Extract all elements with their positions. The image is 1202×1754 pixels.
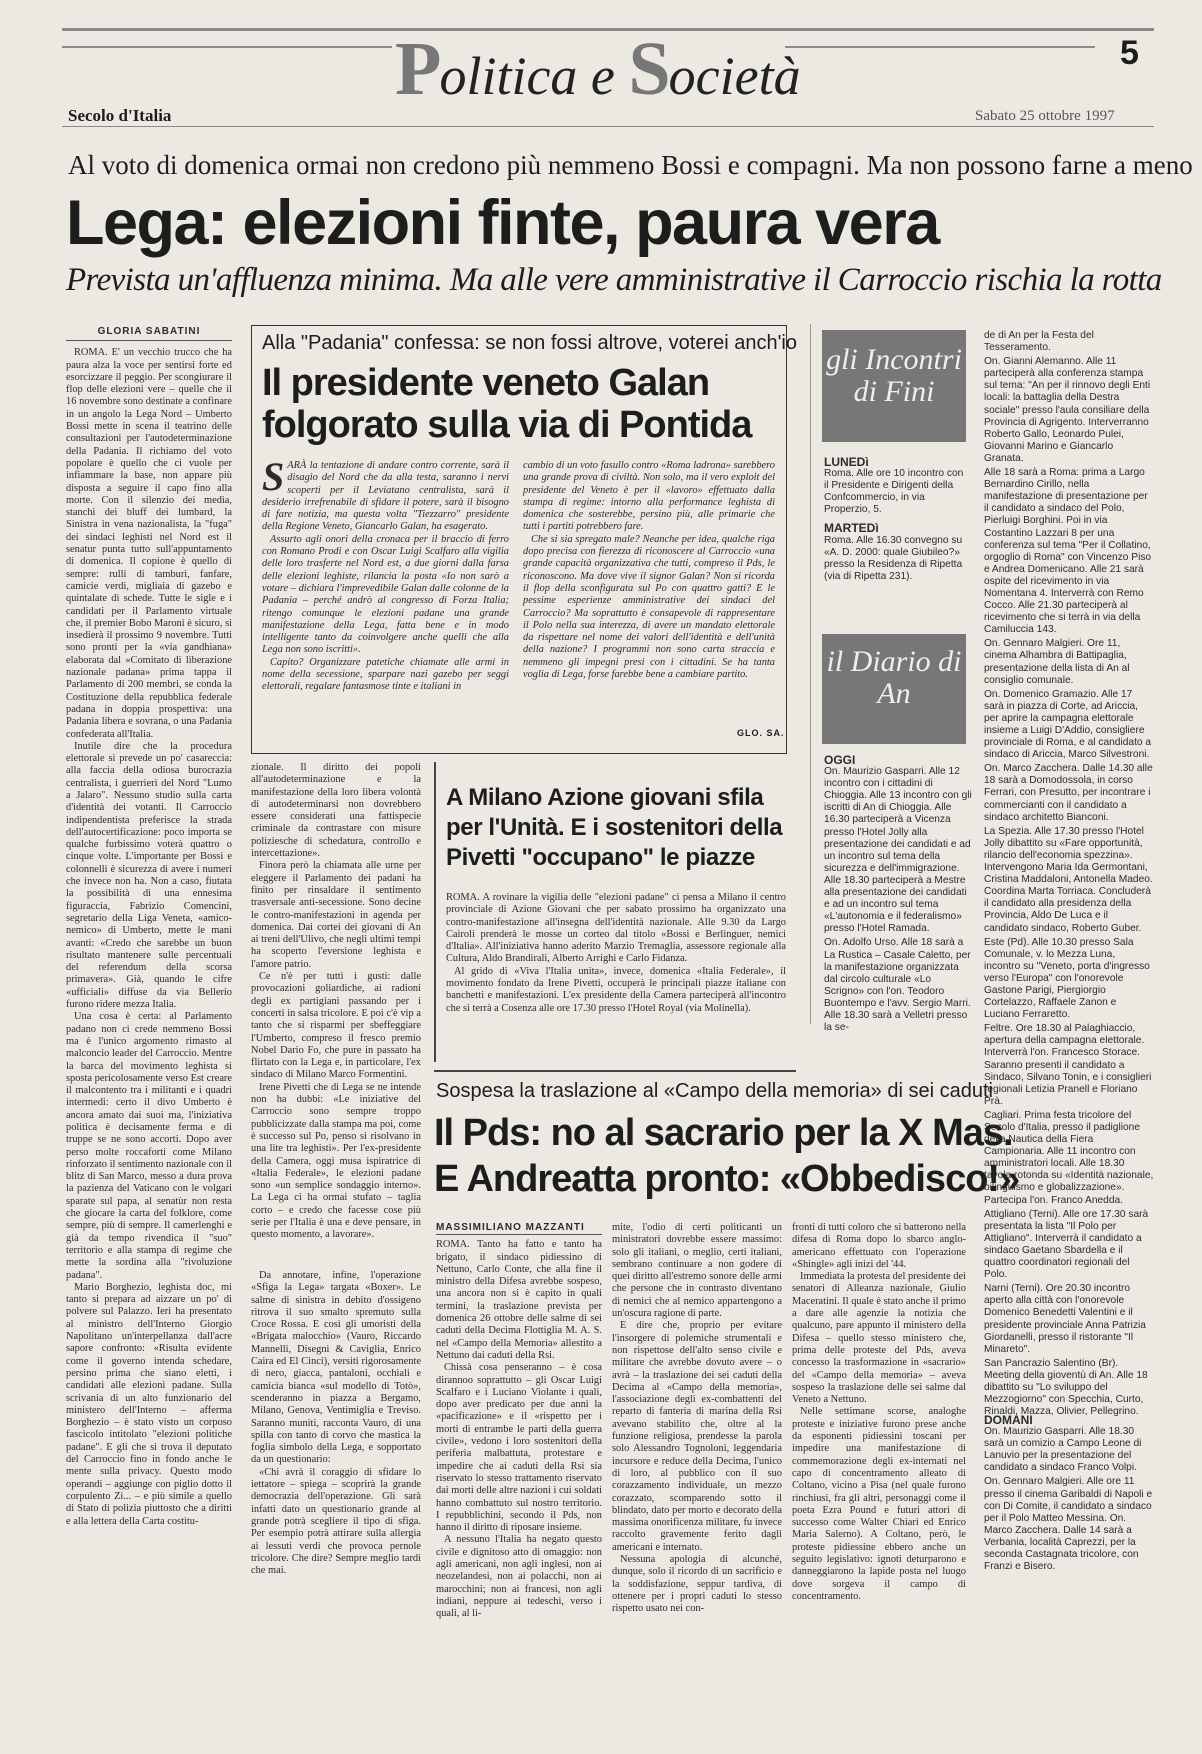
diario-entry: On. Gianni Alemanno. Alle 11 parteciperà alla conferenza stampa sul tema: "An per il rinnovo degli Enti locali: la battaglia della Destra sociale" presso l'aula consiliare della Provincia di Agrigento. Interverranno Roberto Gallo, Leonardo Pulei, Giovanni Marino e Giancarlo Granata. [984,356,1151,464]
diario-entry: Narni (Terni). Ore 20.30 incontro aperto alla città con l'onorevole Domenico Benedetti Valentini e il presidente provinciale Anna Patrizia Giordanelli, presso il ristorante "Il Minareto". [984,1283,1146,1355]
fini-panel-title: gli Incontri di Fini [826,343,962,408]
main-kicker: Al voto di domenica ormai non credono più nemmeno Bossi e compagni. Ma non possono farne a meno [68,150,1193,180]
xmas-top-rule [434,1070,796,1072]
diario-entry: La Spezia. Alle 17.30 presso l'Hotel Jolly dibattito su «Fare opportunità, rilancio dell'economia spezzina». Intervengono Maria Ida Germontani, Cristina Maddaloni, Antonella Madeo. Coordina Marta Torriaca. Concluderà il candidato alla presidenza della Provincia, Aldo De Luca e il candidato sindaco, Roberto Guber. [984,825,1153,934]
fini-schedule [824,456,970,632]
fini-day: MARTEDì [824,521,879,536]
xmas-paragraph: A nessuno l'Italia ha negato questo civile e dignitoso atto di omaggio: non agli americani, non agli inglesi, non ai neozelandesi, non ai polacchi, non ai marocchini; non ai francesi, non agli indiani, neppure ai tedeschi, verso i quali, al li- [436,1534,602,1620]
diario-entry: On. Maurizio Gasparri. Alle 18.30 sarà un comizio a Campo Leone di Lanuvio per la presentazione del candidato a sindaco Franco Volpi. [984,1426,1142,1474]
galan-dropcap: S [262,454,285,499]
main-paragraph: Irene Pivetti che di Lega se ne intende non ha dubbi: «Le iniziative del Carroccio sono sempre troppo pubblicizzate dalla stampa ma poi, come è successo sul Po, penso si risolvano in una lite tra leghisti». Per l'ex-presidente della Camera, oggi musa ispiratrice di «Italia Federale», le elezioni padane sono «un semplice sondaggio interno». La Lega ci ha ormai stufato – taglia corto – e credo che facesse cose più serie per l'Italia è una e deve pensare, in questo momento, a lavorare». [251,1081,421,1241]
diario-entry: Este (Pd). Alle 10.30 presso Sala Comunale, v. lo Mezza Luna, incontro su "Veneto, porta d'ingresso verso l'Europa" con l'onorevole Gastone Parigi, Piergiorgio Cortelazzo, Raffaele Zanon e Luciano Ferraretto. [984,936,1150,1021]
xmas-column-1 [436,1222,602,1728]
sidebar-rule [810,324,811,1024]
main-paragraph: Inutile dire che la procedura elettorale si prevede un po' casareccia: alla faccia della odiosa burocrazia centralista, i guerrieri del Nord "Lumo a Jalaro". Nessuno studio sulla carta d'identità dei votanti. Il Carroccio indipendentista preferisce la strada dell'autocertificazione: poco importa se qualche furbissimo voterà quattro o cinque volte. L'importante per Bossi e colonnelli è sicurezza di avere i numeri che invece non ha. Non a caso, fiutata la possibilità di una ennesima figuraccia, Fabrizio Comencini, segretario della Liga Veneta, «amico-nemico» di Umberto, mette le mani avanti: «Credo che sarebbe un buon risultato mantenere sulle percentuali del referendum della scorsa primavera». Già, quando le cifre «ufficiali» diffuse da via Bellerio furono ridere mezza Italia. [66,740,232,1011]
xmas-paragraph: Chissà cosa penseranno – è cosa dirannoo soprattutto – gli Oscar Luigi Scalfaro e i Luciano Violante i quali, dopo aver predicato per due anni la «pacificazione» e il «rispetto per i morti di entrambe le parti della guerra civile», vedono i loro sostenitori della periferia malbattuta, protestare e impedire che ai caduti della Rsi sia riservato lo stesso trattamento riservato dai morti delle altre nazioni i cui soldati hanno combattuto sul nostro territorio. I repubblichini, secondo il Pds, non hanno il diritto di riposare insieme. [436,1362,602,1534]
diario-entry: On. Marco Zacchera. Dalle 14.30 alle 18 sarà a Domodossola, in corso Ferrari, con Presutto, per incontrare i commercianti con il candidato a sindaco architetto Bianconi. [984,763,1153,823]
main-article-column-1 [66,326,232,1728]
xmas-paragraph: Immediata la protesta del presidente dei senatori di Alleanza nazionale, Giulio Maceratini. Il quale è stato anche il primo a dare alle agenzie la notizia che qualcuno, pare appunto il ministero della Difesa – quello stesso ministero che, prima delle proteste del Pds, aveva concesso la trasformazione in «sacrario» del «Campo della memoria» – aveva sospeso la traslazione delle sei salme dal Veneto a Nettuno. [792,1271,966,1406]
diario-panel-title: il Diario di An [826,645,962,710]
diario-entry: On. Maurizio Gasparri. Alle 12 incontro con i cittadini di Chioggia. Alle 13 incontro con gli iscritti di An di Chioggia. Alle 16.30 parteciperà a Vicenza presso l'Hotel Jolly alla presentazione dei candidati e ad un incontro sul tema della sicurezza e dell'immigrazione. Alle 18.30 parteciperà a Mestre alla presentazione dei candidati e ad un incontro sul tema «L'autonomia e il federalismo» presso l'Hotel Ramada. [824,766,972,935]
diario-schedule-tomorrow [984,1414,1154,1728]
xmas-paragraph: Nelle settimane scorse, analoghe proteste e iniziative furono prese anche da esponenti pidiessini toscani per impedire una manifestazione di commemorazione degli ex-internati nel capo di concentramento alleato di Coltano, vicino a Pisa (nel quale furono rinchiusi, fra gli altri, personaggi come il poeta Ezra Pound e futuri attori di successo come Walter Chiari ed Enrico Maria Salerno). A Coltano, però, le proteste pidiessine ebbero anche un seguito legislativo: ignoti deturparono e danneggiarono la lapide posta nel luogo dove sorgeva il campo di concentramento. [792,1406,966,1602]
galan-column-2 [523,460,775,728]
diario-schedule-right [984,330,1154,1418]
galan-headline-2: folgorato sulla via di Pontida [262,404,752,446]
xmas-headline-1: Il Pds: no al sacrario per la X Mas. [434,1112,1013,1154]
galan-paragraph: cambio di un voto fasullo contro «Roma ladrona» sarebbero una grande prova di civiltà. Non solo, ma il vero exploit del presidente del Veneto è per il «lavoro» effettuato dalla stampa di regime: intorno alla performance leghista di domenica che sosterebbe, persino più, alle primarie che tutti i partiti potrebbero fare. [523,460,775,533]
galan-column-1 [262,454,509,740]
galan-headline-1: Il presidente veneto Galan [262,362,710,404]
galan-signature: GLO. SA. [737,728,785,738]
diario-entry: Cagliari. Prima festa tricolore del Secolo d'Italia, presso il padiglione della Nautica della Fiera Campionaria. Alle 11 incontro con amministratori locali. Alle 18.30 tavola rotonda su «Identità nazionale, bilinguismo e globalizzazione». Partecipa l'on. Franco Anedda. [984,1109,1154,1206]
header-rule-left [62,46,392,48]
xmas-byline: MASSIMILIANO MAZZANTI [436,1222,602,1235]
diario-entry: Alle 18 sarà a Roma: prima a Largo Bernardino Cirillo, nella manifestazione di presentazione per il candidato a sindaco del Polo, Pierluigi Borghini. Poi in via Costantino Lazzari 8 per una conferenza sul tema "Per il Collatino, orgoglio di Roma" con Vincenzo Piso e Andrea Domenicano. Alle 21 sarà ospite del ricevimento in via Nomentana 4. Interverrà con Remo Cocco. Alle 21.30 parteciperà al ricevimento che si terrà in via della Camiluccia 143. [984,467,1152,636]
diario-entry: On. Domenico Gramazio. Alle 17 sarà in piazza di Corte, ad Ariccia, per aprire la campagna elettorale insieme a Luigi D'Addio, consigliere provinciale di Roma, e al candidato a sindaco di Ariccia, Marco Silvestroni. [984,688,1152,761]
xmas-column-3 [792,1222,966,1728]
main-paragraph: Ce n'è per tutti i gusti: dalle provocazioni goliardiche, ai radioni degli ex partigiani passando per i concerti in salsa tricolore. E poi c'è vip a tanto che si risparmi per sbeffeggiare l'Umberto, compreso il fresco premio Nobel Dario Fo, che pure in passato ha flirtato con la Lega e, in particolare, l'ex sindaco di Milano Marco Formentini. [251,971,421,1081]
galan-paragraph: ARÀ la tentazione di andare contro corrente, sarà il disagio del Nord che da alla testa, saranno i nervi scoperti per il Leviatano centralista, sarà il desiderio irrefrenabile di sfidare il potere, sarà il bisogno di fare notizia, ma questa volta "Tiezzarro" presidente della Regione Veneto, Giancarlo Galan, ha esagerato. [262,460,509,533]
diario-entry: On. Gennaro Malgieri. Alle ore 11 presso il cinema Garibaldi di Napoli e con Di Comite, il candidato a sindaco per il Polo Matteo Messina. On. Marco Zacchera. Dalle 14 sarà a Verbania, località Caprezzi, per la seconda Castagnata tricolore, con Franzi e Bisero. [984,1476,1153,1573]
header-bottom-rule [62,126,1154,127]
main-byline: GLORIA SABATINI [66,326,232,341]
diario-entry: San Pancrazio Salentino (Br). Meeting della gioventù di An. Alle 18 dibattito su "Lo sviluppo del Mezzogiorno" con Specchia, Curto, Rinaldi, Mazza, Olivier, Pellegrino. [984,1357,1148,1418]
xmas-paragraph: fronti di tutti coloro che si batterono nella difesa di Roma dopo lo sbarco anglo-americano effettuato con l'operazione «Shingle» agli inizi del '44. [792,1222,966,1270]
fini-entry: Roma. Alle ore 10 incontro con il Presidente e Dirigenti della Confcommercio, in via Properzio, 5. [824,468,964,516]
xmas-paragraph: E dire che, proprio per evitare l'insorgere di polemiche strumentali e non rispettose dell'alto senso civile e militare che avrebbe dovuto avere – o avrà – la traslazione dei sei caduti della Decima al «Campo della memoria», l'associazione degli ex-combattenti del reparto di fanteria di marina della Rsi avevano stabilito che, oltre al la funzione religiosa, prendesse la parola solo Alessandro Tognoloni, leggendaria incursore e reduce della Decima, l'unico di loro, al pubblico con il suo corazzamento individuale, un mezzo corazzato, scomparendo sotto il blindato, dato per morto e decorato della massima onorificenza militare, fu invece raccolto gravemente ferito dagli americani e internato. [612,1320,782,1553]
xmas-kicker: Sospesa la traslazione al «Campo della memoria» di sei caduti [436,1080,993,1102]
diario-entry: Attigliano (Terni). Alle ore 17.30 sarà presentata la lista "Il Polo per Attigliano". Interverrà il candidato a sindaco Gaetano Sbardella e il quattro coordinatori regionali del Polo. [984,1208,1149,1281]
main-article-column-2 [251,762,421,1264]
fini-panel [822,330,966,442]
xmas-paragraph: ROMA. Tanto ha fatto e tanto ha brigato, il sindaco pidiessino di Nettuno, Carlo Conte, che alla fine il ministro della Difesa avrebbe sospeso, una ancora non si è capito in quali termini, la traslazione prevista per domenica 26 ottobre delle salme di sei caduti della Decima Flottiglia M. A. S. nel «Campo della Memoria» allestito a Nettuno dai caduti della Rsi. [436,1239,602,1361]
main-article-column-3 [251,1270,421,1728]
xmas-paragraph: Nessuna apologia di alcunché, dunque, solo il ricordo di un sacrificio e la soddisfazione, seppur tardiva, di ottenere per i propri caduti lo stesso rispetto usato nei con- [612,1554,782,1615]
section-title: Politica e Società [395,27,801,111]
main-paragraph: ROMA. E' un vecchio trucco che ha paura alza la voce per sentirsi forte ed esorcizzare il peggio. Per scongiurare il flop delle elezioni vere – quelle che il 16 novembre sono destinate a confinare in un angolo la Lega Nord – Umberto Bossi mette in scena il teatrino delle consultazioni per l'autodeterminazione della Padania. Il richiamo del voto popolare è quello che ci vuole per infiammare la base, non appare più disposta a seguire il capo fino alla morte. Con il silenzio dei media, stanchi dei bluff dei lumbard, la Sinistra in vena nazionalista, la "fuga" dei sindaci leghisti nel Nord est il senatur punta tutto sull'appuntamento di domenica. Il copione è quello di sempre: rulli di tamburi, fanfare, camicie verdi, migliaia di gazebo e quintalate di schede. Tutte le sigle e i candidati per il Parlamento virtuale che, il premier Bobo Maroni è sicuro, si insedierà il prossimo 9 novembre. Tutti sono pronti per la «via gandhiana» elaborata dal «Comitato di liberazione nazionale padana» prima tappa il Parlamento di 200 membri, se conda la Costituzione della repubblica federale padana in doppia prospettiva: una Padania libera e sovrana, o una Padania confederata all'Italia. [66,347,232,740]
main-paragraph: Mario Borghezio, leghista doc, mi tanto si prepara ad aizzare un po' di polvere sul Palazzo. Ieri ha presentato al ministro dell'Interno Giorgio Napolitano un'interpellanza dall'acre sapore confronto: «Risulta evidente come il governo intenda schedare, persino prima che siano eletti, i candidati alle elezioni padane. Sulla scrivania di un alto funzionario del ministero dell'Interno – afferma Borghezio – è stato visto un corposo fascicolo intitolato "elezioni politiche padane". E gli che si trova il deputato del Carroccio fino in fondo anche le mente sulla privacy. Questo modo operandi – aggiunge con piglio dotto il corpulento Zi... – e più simile a quello di Stato di polizia piuttosto che a diritti e alla lettera della Carta costitu- [66,1281,232,1527]
azione-paragraph: Al grido di «Viva l'Italia unita», invece, domenica «Italia Federale», il movimento fondato da Irene Pivetti, occuperà le principali piazze italiane con banchetti e manifestazioni. L'ex presidente della Camera parteciperà all'incontro che si terrà a Cosenza alle ore 17.30 presso l'Hotel Royal (via Molinella). [446,965,786,1014]
diario-entry: On. Gennaro Malgieri. Ore 11, cinema Alhambra di Battipaglia, presentazione della lista di An al consiglio comunale. [984,638,1130,686]
galan-paragraph: Assurto agli onori della cronaca per il braccio di ferro con Romano Prodi e con Oscar Luigi Scalfaro alla vigilia delle loro trasferte nel Nord est, a due giorni dalla farsa delle elezioni leghiste, rilancia la posta «Io non sarò a votare – dichiara l'imprevedibile Galan dalle colonne de la Padania – perché andrò al congresso di Forza Italia; ritengo comunque le elezioni padane una grande manifestazione della Lega, fatta bene e in modo intelligente tanto da coinvolgere anche quelli che alla Lega non sono iscritti». [262,533,509,656]
main-paragraph: zionale. Il diritto dei popoli all'autodeterminazione e la manifestazione della loro libera volontà di autodeterminarsi non dovrebbero essere considerati una fattispecie criminale da contrastare con misure poliziesche di schedatura, controllo e intercettazione». [251,762,421,860]
galan-kicker: Alla "Padania" confessa: se non fossi altrove, voterei anch'io [262,332,797,354]
main-deck: Prevista un'affluenza minima. Ma alle vere amministrative il Carroccio rischia la rotta [66,262,1162,298]
page-number: 5 [1120,34,1139,72]
diario-entry: de di An per la Festa del Tesseramento. [984,330,1094,354]
diario-day: DOMANI [984,1413,1033,1427]
azione-headline: A Milano Azione giovani sfila per l'Unità. E i sostenitori della Pivetti "occupano" le piazze [446,784,783,871]
galan-paragraph: Capito? Organizzare patetiche chiamate alle armi in nome della secessione, sparpare nazi gazebo per seggi elettorali, regalare fantasmose tinte e italiani in [262,656,509,693]
xmas-headline-2: E Andreatta pronto: «Obbedisco!» [434,1158,1020,1200]
main-headline: Lega: elezioni finte, paura vera [66,188,939,258]
fini-day: LUNEDì [824,455,869,469]
fini-entry: Roma. Alle 16.30 convegno su «A. D. 2000: quale Giubileo?» presso la Residenza di Ripetta (via di Ripetta 231). [824,534,963,582]
azione-side-rule [434,762,436,1062]
main-paragraph: Una cosa è certa: al Parlamento padano non ci crede nemmeno Bossi ma è l'unico argomento rimasto al malconcio leader del Carroccio. Mentre la barca del movimento leghista si sposta pericolosamente verso Est creare il malcontento tra i militanti e i quadri intermedi: certo il divo Umberto è ancora amato dai suoi ma, l'iniziativa politica è decisamente ferma e di truppe se ne sono accorti. Dopo aver perso molte roccaforti come Milano rinforzato il sentimento nazionale con il blitz di San Marco, messo a dura prova la pazienza del Vaticano con le volgari sparate sul papa, al senatùr non resta che giocare la carta del folklore, come sempre, più di sempre. Il camerlenghi e già da tempo rivendica il "suo" territorio e alla stampa di regime che mette la sordina alla "rivoluzione padana". [66,1011,232,1281]
xmas-paragraph: mite, l'odio di certi politicanti un ministratori dovrebbe essere massimo: solo gli italiani, o meglio, certi italiani, sembrano continuare a non godere di quei diritto all'estremo sonore delle armi che persone che in contrasto diventano di nemici che al nemico appartengono a un'oscura ragione di parte. [612,1222,782,1320]
main-paragraph: «Chi avrà il coraggio di sfidare lo iettatore – spiega – scoprirà la grande democrazia dell'operazione. Gli sarà infatti dato un questionario grande al grande potrà scegliere il tipo di sfiga. Per esempio potrà attirare sulla allergia ai lessuti verdi che provoca pernole tricolore. Che dire? Sempre meglio tardi che mai. [251,1466,421,1577]
issue-date: Sabato 25 ottobre 1997 [975,108,1115,124]
diario-schedule-left [824,754,974,1058]
main-paragraph: Finora però la chiamata alle urne per eleggere il Parlamento dei padani ha finito per rinsaldare il sentimento trasversale anti-secessione. Sono decine le contro-manifestazioni in agenda per domenica. Dai cortei dei giovani di An ai treni dell'Ulivo, che negli ultimi tempi ha scoperto l'eversione leghista e l'amore patrio. [251,860,421,970]
diario-panel [822,634,966,744]
diario-entry: Feltre. Ore 18.30 al Palaghiaccio, apertura della campagna elettorale. Interverrà l'on. Francesco Storace. Saranno presenti il candidato a Sindaco, Silvano Tonin, e i consiglieri regionali Letizia Pranell e Floriano Prà. [984,1023,1152,1107]
azione-text [446,892,786,1054]
diario-day: OGGI [824,753,856,767]
diario-entry: On. Adolfo Urso. Alle 18 sarà a La Rustica – Casale Caletto, per la manifestazione organizzata dal circolo culturale «Lo Scrigno» con l'on. Teodoro Buontempo e l'avv. Sergio Marri. Alle 18.30 sarà a Velletri presso la se- [824,937,971,1034]
xmas-column-2 [612,1222,782,1728]
galan-paragraph: Che si sia spregato male? Neanche per idea, qualche riga dopo precisa con fierezza di riconoscere al Carroccio «una grande capacità organizzativa che tutti, compreso il Pds, le riconoscono. Ma dove vive il signor Galan? Non si ricorda il flop della sconfigurata sul Po con quattro gatti? E le pessime esperienze amministrative dei sindaci del Carroccio? Ma soprattutto è consapevole di rappresentare il Polo nella sua interezza, di avere un mandato elettorale da rispettare nel nome dei valori dell'identità e dell'unità della nazione? I programmi non sono carta straccia e nemmeno gli impegni presi con i cittadini. Se ha tanta voglia di Lega, forse farebbe bene a cambiare partito. [523,533,775,681]
main-paragraph: Da annotare, infine, l'operazione «Sfiga la Lega» targata «Boxer». Le salme di sinistra in debito d'ossigeno ritrova il suo smalto spremuto sulla Croce Rossa. E così gli umoristi della «Brigata malocchio» (Vauro, Riccardo Mannelli, Disegni & Caviglia, Enrico Caira ed El Cinci), versiti rigorosamente di nero, giacca, pantaloni, occhiali e camicia bianca «sul modello di Totò», scenderanno in piazza a Bergamo, Milano, Genova, Ventimiglia e Treviso. Saranno muniti, racconta Vauro, di una spilla con tanto di corvo che mastica la foglia simbolo della Lega, e sopportato da un questionario: [251,1270,421,1466]
newspaper-name: Secolo d'Italia [68,106,172,125]
azione-paragraph: ROMA. A rovinare la vigilia delle "elezioni padane" ci pensa a Milano il centro provinciale di Azione Giovani che per sabato prossimo ha organizzato una contro-manifestazione all'insegna dell'identità nazionale. Alle 9.30 da Largo Cairoli prenderà le mosse un corteo dal titolo «Bossi e Berlinguer, nemici d'Italia». All'iniziativa hanno aderito Marzio Tremaglia, assessore regionale alla Cultura, Aldo Brandirali, Alberto Arrighi e Carlo Fidanza. [446,892,786,965]
